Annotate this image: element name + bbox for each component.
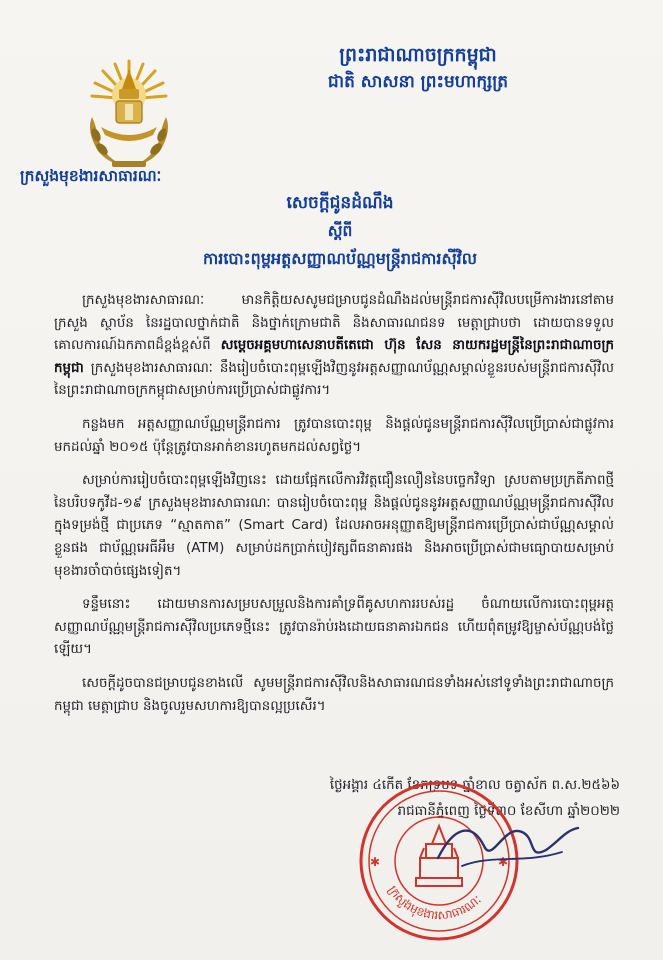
paragraph-2: កន្លងមក អត្តសញ្ញាណប័ណ្ណមន្ត្រីរាជការ ត្រូវបានបោះពុម្ព និងផ្តល់ជូនមន្ត្រីរាជការស៊ីវិលប្រើប្រាស់ជាផ្លូវការមកដល់ឆ្នាំ ២០១៥ ប៉ុន្តែត្រូវបានអាក់ខានរហូតមកដល់សព្វថ្ងៃ។ bbox=[54, 416, 614, 455]
solar-date: រាជធានីភ្នំពេញ ថ្ងៃទី៣០ ខែសីហា ឆ្នាំ២០២២ bbox=[397, 804, 620, 819]
document-title-block bbox=[140, 188, 540, 274]
paragraph-1-intro: ក្រសួងមុខងារសាធារណៈ មានកិត្តិយសសូមជម្រាបជូនដំណឹងដល់មន្ត្រីរាជការស៊ីវិលបម្រើការងារនៅតាមក្រសួង ស្ថាប័ន នៃរដ្ឋបាលថ្នាក់ជាតិ និងថ្នាក់ក្រោមជាតិ និងសាធារណជនទ មេត្តាជ្រាបថា ដោយបានទទួលគោលការណ៍ឯកភាពដ៏ខ្ពង់ខ្ពស់ពី bbox=[54, 293, 614, 354]
document-body bbox=[54, 290, 614, 729]
paragraph-1-rest: ក្រសួងមុខងារសាធារណៈ នឹងរៀបចំបោះពុម្ពឡើងវិញនូវអត្តសញ្ញាណប័ណ្ណសម្គាល់ខ្លួនរបស់មន្ត្រីរាជការស៊ីវិលនៃព្រះរាជាណាចក្រកម្ពុជាសម្រាប់ការប្រើប្រាស់ជាផ្លូវការ។ bbox=[54, 360, 614, 399]
title-about: ស្តីពី bbox=[327, 222, 353, 240]
signature-icon bbox=[432, 806, 582, 886]
kingdom-name: ព្រះរាជាណាចក្រកម្ពុជា bbox=[339, 44, 497, 66]
document-subject: ការបោះពុម្ពអត្តសញ្ញាណប័ណ្ណមន្ត្រីរាជការស៊ីវិល bbox=[203, 249, 477, 268]
lunar-date: ថ្ងៃអង្គារ ៤កើត ខែភទ្របទ ឆ្នាំខាល ចត្វាស័ក ព.ស.២៥៦៦ bbox=[329, 778, 620, 793]
ministry-name: ក្រសួងមុខងារសាធារណៈ bbox=[20, 167, 162, 185]
svg-text:ក្រសួងមុខងារសាធារណៈ bbox=[385, 883, 483, 923]
paragraph-1-highlight: សម្តេចអគ្គមហាសេនាបតីតេជោ ហ៊ុន សែន នាយករដ្ឋមន្ត្រីនៃព្រះរាជាណាចក្រកម្ពុជា bbox=[54, 338, 614, 376]
document-type: សេចក្តីជូនដំណឹង bbox=[286, 193, 394, 213]
royal-emblem-icon bbox=[74, 55, 184, 173]
paragraph-4: ទន្ទឹមនោះ ដោយមានការសម្របសម្រួលនិងការគាំទ្រពីគូសហការរបស់រដ្ឋ ចំណាយលើការបោះពុម្ពអត្តសញ្ញាណប័ណ្ណមន្ត្រីរាជការស៊ីវិលប្រភេទថ្មីនេះ ត្រូវបានរ៉ាប់រងដោយធនាគារឯកជន ហើយពុំតម្រូវឱ្យម្ចាស់ប័ណ្ណបង់ថ្លៃឡើយ។ bbox=[54, 597, 614, 658]
svg-text:✱: ✱ bbox=[498, 855, 509, 869]
national-motto: ជាតិ សាសនា ព្រះមហាក្សត្រ bbox=[327, 72, 509, 92]
seal-text: ក្រសួងមុខងារសាធារណៈ bbox=[385, 882, 484, 923]
svg-text:✱: ✱ bbox=[370, 855, 381, 869]
paragraph-1 bbox=[54, 290, 614, 403]
paragraph-3: សម្រាប់ការរៀបចំបោះពុម្ពឡើងវិញនេះ ដោយផ្អែកលើការវិវត្តជឿនលឿននៃបច្ចេកវិទ្យា ស្របតាមប្រក្រតីភាពថ្មីនៃបរិបទកូវីដ-១៩ ក្រសួងមុខងារសាធារណៈ បានរៀបចំបោះពុម្ព និងផ្តល់ជូននូវអត្តសញ្ញាណប័ណ្ណមន្ត្រីរាជការស៊ីវិលក្នុងទម្រង់ថ្មី ជាប្រភេទ “ស្មាតកាត” (Smart Card) ដែលអាចអនុញ្ញាតឱ្យមន្ត្រីរាជការប្រើប្រាស់ជាប័ណ្ណសម្គាល់ខ្លួនផង ជាប័ណ្ណអេធីអឹម (ATM) សម្រាប់ដកប្រាក់បៀវត្សពីធនាគារផង និងអាចប្រើប្រាស់ជាមធ្យោបាយសម្រាប់មុខងារចាំបាច់ផ្សេងទៀត។ bbox=[54, 473, 614, 579]
kingdom-header bbox=[228, 42, 608, 95]
paragraph-5: សេចក្តីដូចបានជម្រាបជូនខាងលើ សូមមន្ត្រីរាជការស៊ីវិលនិងសាធារណជនទាំងអស់នៅទូទាំងព្រះរាជាណាចក្រកម្ពុជា មេត្តាជ្រាប និងចូលរួមសហការឱ្យបានល្អប្រសើរ។ bbox=[54, 675, 614, 714]
